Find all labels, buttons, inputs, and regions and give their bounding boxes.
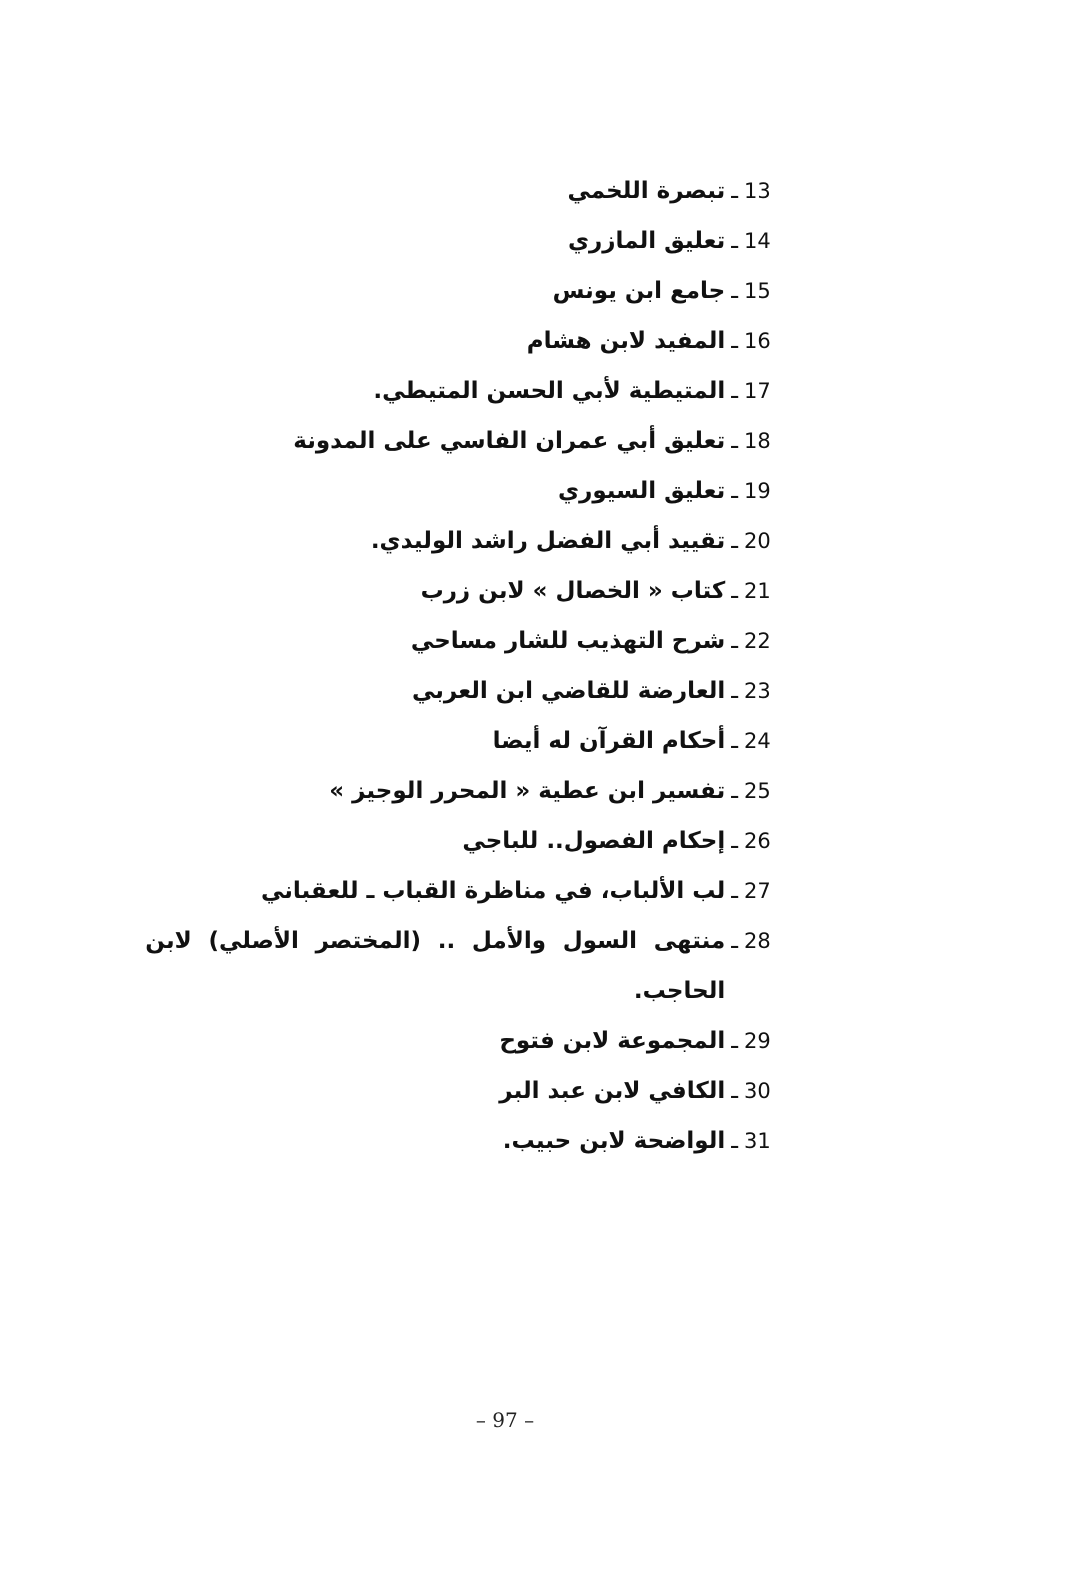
item-title: منتهى السول والأمل .. (المختصر الأصلي) لابن الحاجب.	[145, 928, 726, 1004]
item-title: العارضة للقاضي ابن العربي	[412, 678, 726, 704]
list-item	[138, 916, 778, 1016]
item-title: تعليق السيوري	[558, 478, 726, 504]
item-separator: ـ	[731, 178, 738, 204]
item-title: تقييد أبي الفضل راشد الوليدي.	[370, 528, 726, 554]
item-title: جامع ابن يونس	[552, 278, 726, 304]
item-title: تفسير ابن عطية « المحرر الوجيز »	[329, 778, 726, 804]
item-title: المتيطية لأبي الحسن المتيطي.	[373, 378, 726, 404]
item-number: 18	[744, 429, 771, 453]
item-title: شرح التهذيب للشار مساحي	[410, 628, 726, 654]
item-number: 26	[744, 829, 771, 853]
page-number: – 97 –	[475, 1408, 535, 1432]
item-number: 20	[744, 529, 771, 553]
item-number: 31	[744, 1129, 771, 1153]
item-separator: ـ	[731, 778, 738, 804]
item-number: 24	[744, 729, 771, 753]
list-item	[138, 666, 778, 716]
item-number: 27	[744, 879, 771, 903]
item-separator: ـ	[731, 378, 738, 404]
item-title: لب الألباب، في مناظرة القباب ـ للعقباني	[260, 878, 726, 904]
list-item	[138, 466, 778, 516]
item-title: الكافي لابن عبد البر	[499, 1078, 726, 1104]
list-item	[138, 566, 778, 616]
item-separator: ـ	[731, 528, 738, 554]
item-number: 21	[744, 579, 771, 603]
item-number: 28	[744, 929, 771, 953]
item-separator: ـ	[731, 1028, 738, 1054]
list-item	[138, 716, 778, 766]
item-title: كتاب « الخصال » لابن زرب	[420, 578, 726, 604]
item-number: 29	[744, 1029, 771, 1053]
item-title: المفيد لابن هشام	[526, 328, 726, 354]
item-number: 15	[744, 279, 771, 303]
item-number: 22	[744, 629, 771, 653]
item-separator: ـ	[731, 628, 738, 654]
item-title: إحكام الفصول.. للباجي	[462, 828, 726, 854]
list-item	[138, 266, 778, 316]
item-number: 19	[744, 479, 771, 503]
item-separator: ـ	[731, 228, 738, 254]
item-title: تبصرة اللخمي	[567, 178, 726, 204]
item-separator: ـ	[731, 328, 738, 354]
list-item	[138, 866, 778, 916]
item-separator: ـ	[731, 878, 738, 904]
list-item	[138, 766, 778, 816]
item-number: 13	[744, 179, 771, 203]
list-item	[138, 166, 778, 216]
item-separator: ـ	[731, 1128, 738, 1154]
item-number: 30	[744, 1079, 771, 1103]
item-separator: ـ	[731, 678, 738, 704]
list-item	[138, 1016, 778, 1066]
item-title: المجموعة لابن فتوح	[499, 1028, 726, 1054]
list-item	[138, 1066, 778, 1116]
item-separator: ـ	[731, 928, 738, 954]
bibliography-list	[138, 166, 778, 1166]
item-title: الواضحة لابن حبيب.	[502, 1128, 726, 1154]
list-item	[138, 816, 778, 866]
list-item	[138, 216, 778, 266]
list-item	[138, 366, 778, 416]
item-number: 23	[744, 679, 771, 703]
item-separator: ـ	[731, 828, 738, 854]
item-separator: ـ	[731, 428, 738, 454]
list-item	[138, 616, 778, 666]
item-title: تعليق المازري	[567, 228, 726, 254]
item-title: تعليق أبي عمران الفاسي على المدونة	[293, 428, 726, 454]
item-separator: ـ	[731, 278, 738, 304]
list-item	[138, 416, 778, 466]
item-number: 16	[744, 329, 771, 353]
item-number: 17	[744, 379, 771, 403]
item-title: أحكام القرآن له أيضا	[492, 728, 726, 754]
list-item	[138, 1116, 778, 1166]
item-separator: ـ	[731, 1078, 738, 1104]
list-item	[138, 516, 778, 566]
item-number: 25	[744, 779, 771, 803]
item-separator: ـ	[731, 578, 738, 604]
item-separator: ـ	[731, 478, 738, 504]
item-number: 14	[744, 229, 771, 253]
list-item	[138, 316, 778, 366]
item-separator: ـ	[731, 728, 738, 754]
